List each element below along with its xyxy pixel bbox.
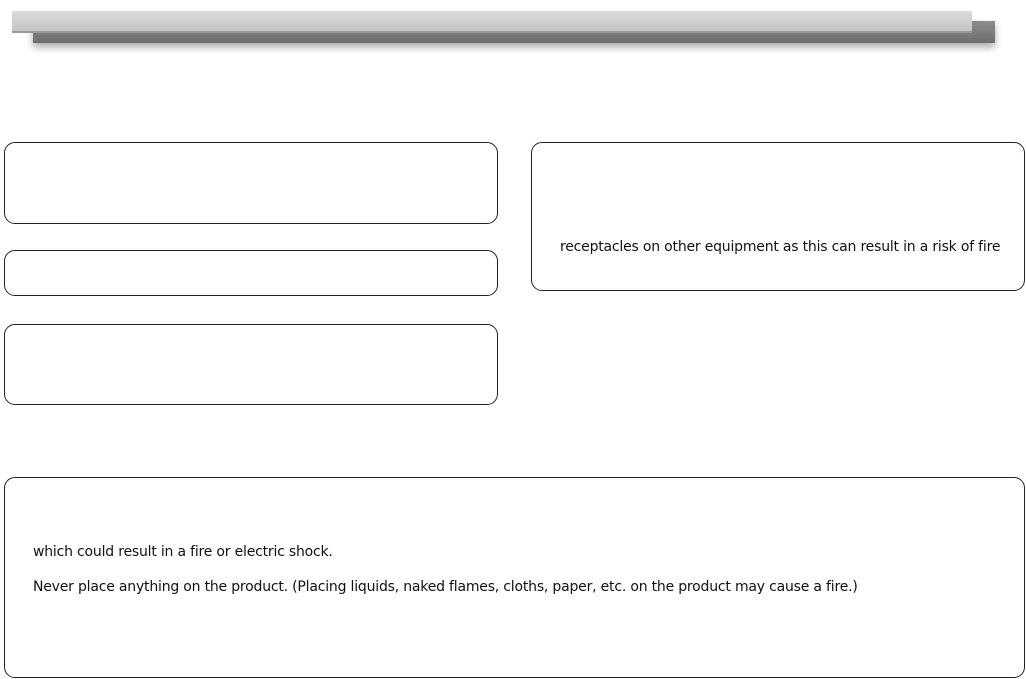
warning-box-left-middle <box>4 250 498 296</box>
warning-box-left-top <box>4 142 498 224</box>
warning-text-never-place: Never place anything on the product. (Placing liquids, naked flames, cloths, paper, etc. on the product may cause a fire.) <box>33 579 858 595</box>
header-bar <box>12 11 972 33</box>
warning-text-receptacles: receptacles on other equipment as this can result in a risk of fire <box>560 239 1001 255</box>
warning-box-right <box>531 142 1025 291</box>
warning-box-left-bottom <box>4 324 498 405</box>
warning-box-bottom <box>4 477 1025 678</box>
warning-text-electric-shock: which could result in a fire or electric shock. <box>33 544 333 560</box>
